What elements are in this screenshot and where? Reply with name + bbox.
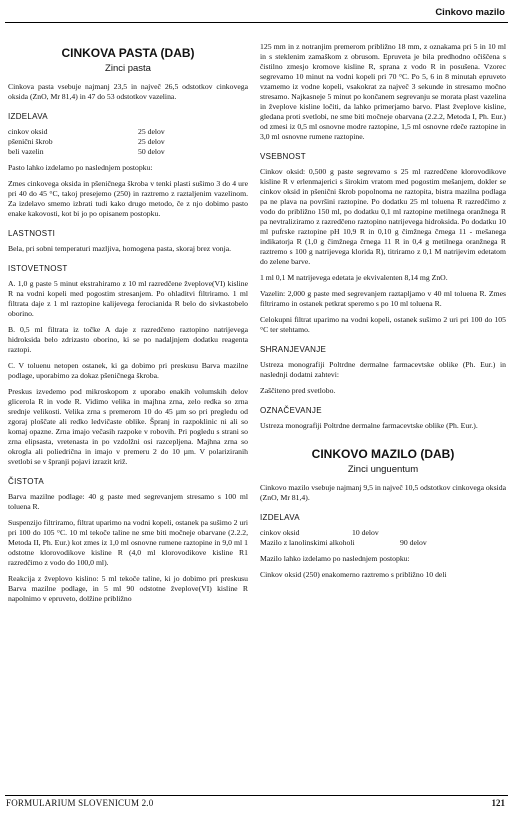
- left-column: [8, 34, 248, 610]
- footer-publication: FORMULARIUM SLOVENICUM 2.0: [6, 798, 154, 808]
- istovetnost-a: A. 1,0 g paste 5 minut ekstrahiramo z 10 ml razredčene žveplove(VI) kisline R na vodni kopeli med pogostim stresanjem. Po ohladitvi filtriramo. 1 ml filtrata daje z 1 ml raztopine kalijevega ferocianida R belo do sivkastobelo oborino.: [8, 279, 248, 318]
- ingredient-list-2: [260, 528, 506, 548]
- ingredient-row: beli vazelin 50 delov: [8, 147, 165, 156]
- monograph-title-2: CINKOVO MAZILO (DAB): [311, 447, 455, 461]
- procedure-intro: Pasto lahko izdelamo po naslednjem postopku:: [8, 163, 153, 172]
- section-lastnosti: LASTNOSTI: [8, 229, 56, 238]
- reakcija-text: Reakcija z žveplovo kislino: 5 ml tekoče taline, ki jo dobimo pri preskusu Barva mazilne podlage, in 5 ml 90 odstotne žveplove(VI) kisline R napolnimo v epruveto, dolžine približno: [8, 574, 248, 603]
- zascita-text: Zaščiteno pred svetlobo.: [260, 386, 336, 395]
- lastnosti-text: Bela, pri sobni temperaturi mazljiva, homogena pasta, skoraj brez vonja.: [8, 244, 232, 253]
- celokupni-text: Celokupni filtrat uparimo na vodni kopeli, ostanek sušimo 2 uri pri 100 do 105 °C ter stehtamo.: [260, 315, 506, 334]
- continued-text: 125 mm in z notranjim premerom približno 18 mm, z oznakama pri 5 in 10 ml in s steklenim zamaškom z obrusom. Epruveta je bila predhodno očiščena s čistilno zmesjo kromove kisline R, sprana z vodo R in posušena. Vzorec segrevamo 10 minut na vodni kopeli pri 70 °C. Po 5, 6 in 8 minutah epruveto vzamemo iz vodne kopeli, vsakokrat za največ 3 sekunde in stresamo močno stresamo. Najkasneje 5 minut po končanem segrevanju se morata plast vazelina in žveplove kisline ločiti, da lahko primerjamo barvo. Plast žveplove kisline, gledana proti svetlobi, ne sme biti močneje obarvana (2.2.2, Metoda I, Ph. Eur.) od zmesi iz 0,5 ml osnovne modre raztopine, 1,5 ml osnovne rdeče raztopine in 3,0 ml osnovne rumene raztopine.: [260, 42, 506, 141]
- section-oznacevanje: OZNAČEVANJE: [260, 406, 322, 415]
- monograph-title: CINKOVA PASTA (DAB): [61, 46, 195, 60]
- ingredient-list: [8, 127, 248, 157]
- shranjevanje-text: Ustreza monografiji Poltrdne dermalne farmacevtske oblike (Ph. Eur.) in naslednji dodatni zahtevi:: [260, 360, 506, 379]
- section-istovetnost: ISTOVETNOST: [8, 264, 68, 273]
- procedure-text-2: Cinkov oksid (250) enakomerno raztremo s približno 10 deli: [260, 570, 447, 579]
- barva-text: Barva mazilne podlage: 40 g paste med segrevanjem stresamo s 100 ml toluena R.: [8, 492, 248, 511]
- monograph-subtitle-2: Zinci unguentum: [347, 464, 419, 475]
- istovetnost-c: C. V toluenu netopen ostanek, ki ga dobimo pri preskusu Barva mazilne podlage, uporabimo za dokaz pšeničnega škroba.: [8, 361, 248, 380]
- intro-paragraph-2: Cinkovo mazilo vsebuje najmanj 9,5 in največ 10,5 odstotkov cinkovega oksida (ZnO, Mr 81,4).: [260, 483, 506, 502]
- section-izdelava: IZDELAVA: [8, 112, 48, 121]
- ingredient-row: cinkov oksid 10 delov: [260, 528, 379, 537]
- microscopy-text: Preskus izvedemo pod mikroskopom z uporabo enakih volumskih delov glicerola R in vode R. Vidimo velika in majhna zrna, zelo redka so zrna srednje velikosti. Velika zrna s premerom 10 do 45 µm so pri pregledu od zgoraj ploščate ali redko ledvičaste oblike. Špranj in razpoklinic ni ali so komaj opazne. Zrna imajo večasih razpoke v robovih. Pri pogledu s strani so zrna elipsasta, vretenasta in po vzdolžni osi razcepljena. Majhna zrna so okrogla ali poliedrična in imajo v premeru 2 do 10 µm. V polariziranih svetlobi se v špranji pojavi izrazit križ.: [8, 387, 248, 466]
- running-header: Cinkovo mazilo: [435, 7, 505, 18]
- istovetnost-b: B. 0,5 ml filtrata iz točke A daje z razredčeno raztopino natrijevega hidroksida belo zdrizasto oborino, ki se po nadaljnjem dodatku reagenta raztopi.: [8, 325, 248, 354]
- section-cistota: ČISTOTA: [8, 477, 45, 486]
- page-number: 121: [491, 798, 505, 808]
- right-column: [260, 42, 506, 586]
- ingredient-row: pšenični škrob 25 delov: [8, 137, 165, 146]
- section-shranjevanje: SHRANJEVANJE: [260, 345, 327, 354]
- ingredient-row: Mazilo z lanolinskimi alkoholi 90 delov: [260, 538, 427, 547]
- section-vsebnost: VSEBNOST: [260, 152, 306, 161]
- monograph-subtitle: Zinci pasta: [105, 63, 151, 74]
- suspension-text: Suspenzijo filtriramo, filtrat uparimo na vodni kopeli, ostanek pa sušimo 2 uri pri 100 do 105 °C. 10 ml tekoče taline ne sme biti močneje obarvane (2.2.2, Metoda II, Ph. Eur.) kot zmes iz 1,0 ml osnovne rumene raztopine in 9,0 ml 1 odstotne klorovodikove kisline R (4,0 ml klorovodikove kisline R1 razredčimo z vodo do 100,0 ml).: [8, 518, 248, 567]
- vazelin-assay: Vazelin: 2,000 g paste med segrevanjem raztapljamo v 40 ml toluena R. Zmes filtriramo in ostanek petkrat speremo s po 10 ml toluena R.: [260, 289, 506, 308]
- cinkov-oksid-assay: Cinkov oksid: 0,500 g paste segrevamo s 25 ml razredčene klorovodikove kisline R v erlenmajerici s širokim vratom med pogostim mešanjem, dokler se cinkov oksid in pšenični škrob popolnoma ne raztopita, bistra mazilna podlaga pa ne plava na površini raztopine. Po dodatku 25 ml toluena R razredčimo z vodo do približno 150 ml, po dodatku 0,1 ml raztopine metilnega oranžnega R pa nevtraliziramo z razredčeno raztopino natrijevega hidroksida. Po dodatku 10 ml pufrske raztopine pH 10,9 R in 0,10 g čimžnega črnega 11 - mešanega indikatorja R (1,0 g čimžnega črnega 11 R in 0,4 g metilnega oranžnega R raztremo s 100 g natrijevega klorida R), titriramo z 0,1 M natrijevim edetatom do zelene barve.: [260, 167, 506, 266]
- procedure-text: Zmes cinkovega oksida in pšeničnega škroba v tenki plasti sušimo 3 do 4 ure pri 40 do 45 °C, takoj presejemo (250) in raztremo z raztaljenim vazelinom. Za izdelavo smemo izbrati tudi kako drugo metodo, če z njo dobimo pasto enake kakovosti, kot bi jo po opisanem postopku.: [8, 179, 248, 218]
- edetat-equivalence: 1 ml 0,1 M natrijevega edetata je ekvivalenten 8,14 mg ZnO.: [260, 273, 448, 282]
- oznacevanje-text: Ustreza monografiji Poltrdne dermalne farmacevtske oblike (Ph. Eur.).: [260, 421, 478, 430]
- section-izdelava-2: IZDELAVA: [260, 513, 300, 522]
- header-rule: [5, 22, 508, 23]
- procedure-intro-2: Mazilo lahko izdelamo po naslednjem postopku:: [260, 554, 410, 563]
- ingredient-row: cinkov oksid 25 delov: [8, 127, 165, 136]
- footer-rule: [5, 795, 508, 796]
- intro-paragraph: Cinkova pasta vsebuje najmanj 23,5 in največ 26,5 odstotkov cinkovega oksida (ZnO, Mr 81,4) in 47 do 53 odstotkov vazelina.: [8, 82, 248, 101]
